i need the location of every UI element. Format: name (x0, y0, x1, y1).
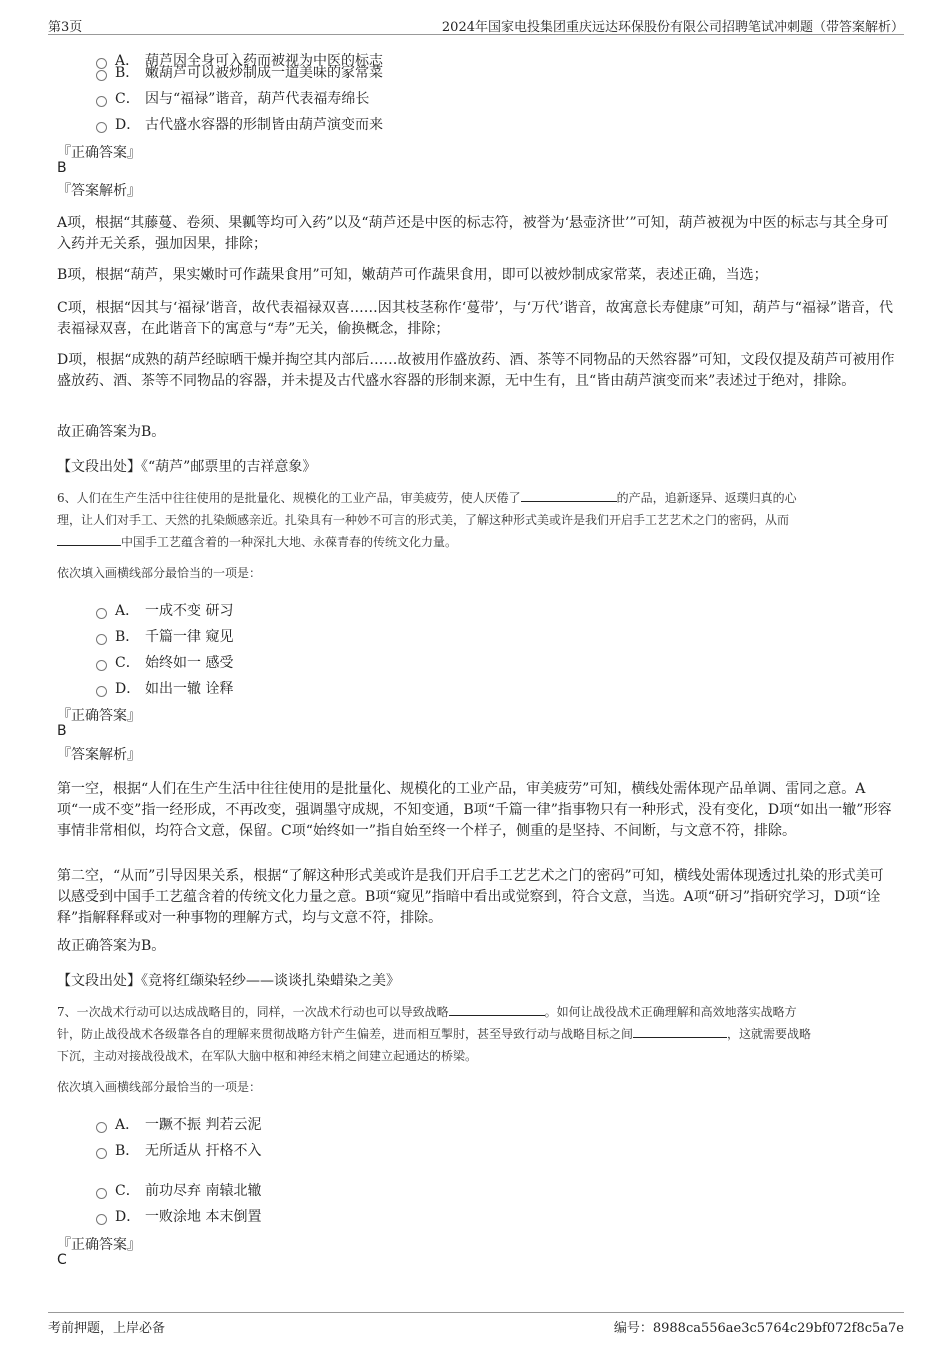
q7-answer: C (57, 1252, 67, 1268)
q5-answer-label: 『正确答案』 (57, 145, 141, 161)
q5-answer: B (57, 160, 67, 176)
q6-prompt: 依次填入画横线部分最恰当的一项是： (57, 566, 262, 580)
q7-option-a[interactable]: A． 一蹶不振 判若云泥 (96, 1114, 261, 1134)
q5-conclusion: 故正确答案为B。 (57, 424, 166, 440)
q6-analysis-2: 第二空，“从而”引导因果关系，根据“了解这种形式美或许是我们开启手工艺艺术之门的密码”可知，横线处需体现透过扎染的形式美可以感受到中国手工艺蕴含着的传统文化力量之意。B项“窥见”指暗中看出或觉察到，符合文意，当选。A项“研习”指研究学习，D项“诠释”指解释释或对一种事物的理解方式，均与文意不符，排除。 (57, 868, 884, 926)
page-number: 第3页 (48, 20, 83, 35)
radio-icon[interactable] (96, 1122, 107, 1133)
page-footer (48, 1312, 904, 1335)
q6-option-b[interactable]: B． 千篇一律 窥见 (96, 626, 233, 646)
document-title: 2024年国家电投集团重庆远达环保股份有限公司招聘笔试冲刺题（带答案解析） (441, 20, 904, 35)
radio-icon[interactable] (96, 1148, 107, 1159)
q6-option-d[interactable]: D． 如出一辙 诠释 (96, 678, 233, 698)
radio-icon[interactable] (96, 686, 107, 697)
q6-answer: B (57, 723, 67, 739)
q6-option-a[interactable]: A． 一成不变 研习 (96, 600, 233, 620)
radio-icon[interactable] (96, 1188, 107, 1199)
q5-analysis-b: B项，根据“葫芦，果实嫩时可作蔬果食用”可知，嫩葫芦可作蔬果食用，即可以被炒制成家常菜，表述正确，当选； (57, 267, 768, 283)
q7-stem: 7、一次战术行动可以达成战略目的，同样，一次战术行动也可以导致战略 。如何让战役战术正确理解和高效地落实战略方 针，防止战役战术各级靠各自的理解来贯彻战略方针产生偏差，进而相互掣肘，甚至导致行动与战略目标之间 ，这就需要战略 下沉，主动对接战役战术，在军队大脑中枢和神经末梢之间建立起通达的桥梁。 (57, 1005, 812, 1063)
q6-answer-label: 『正确答案』 (57, 708, 141, 724)
page-header (48, 14, 904, 35)
blank-2 (633, 1026, 727, 1038)
q6-stem: 6、人们在生产生活中往往使用的是批量化、规模化的工业产品，审美疲劳，使人厌倦了 的产品，追新逐异、返璞归真的心 理，让人们对手工、天然的扎染颇感亲近。扎染具有一种妙不可言的形式美，了解这种形式美或许是我们开启手工艺艺术之门的密码，从而 中国手工艺蕴含着的一种深扎大地、永葆青春的传统文化力量。 (57, 491, 797, 549)
q5-analysis-d: D项，根据“成熟的葫芦经晾晒干燥并掏空其内部后……故被用作盛放药、酒、茶等不同物品的天然容器”可知，文段仅提及葫芦可被用作盛放药、酒、茶等不同物品的容器，并未提及古代盛水容器的形制来源，无中生有，且“皆由葫芦演变而来”表述过于绝对，排除。 (57, 352, 895, 389)
q7-prompt: 依次填入画横线部分最恰当的一项是： (57, 1080, 262, 1094)
q5-option-d[interactable]: D． 古代盛水容器的形制皆由葫芦演变而来 (96, 114, 383, 134)
q5-option-a[interactable]: A． 葫芦因全身可入药而被视为中医的标志 (96, 50, 383, 70)
q5-analysis-label: 『答案解析』 (57, 183, 141, 199)
q5-option-b[interactable]: B． 嫩葫芦可以被炒制成一道美味的家常菜 (96, 62, 383, 82)
q6-analysis-1: 第一空，根据“人们在生产生活中往往使用的是批量化、规模化的工业产品，审美疲劳”可知，横线处需体现产品单调、雷同之意。A项“一成不变”指一经形成，不再改变，强调墨守成规，不知变通，B项“千篇一律”指事物只有一种形式，没有变化，D项“如出一辙”形容事情非常相似，均符合文意，保留。C项“始终如一”指自始至终一个样子，侧重的是坚持、不间断，与文意不符，排除。 (57, 781, 892, 839)
q5-option-c[interactable]: C． 因与“福禄”谐音，葫芦代表福寿绵长 (96, 88, 369, 108)
q6-option-c[interactable]: C． 始终如一 感受 (96, 652, 233, 672)
blank-2 (57, 534, 121, 546)
document-id: 编号：8988ca556ae3c5764c29bf072f8c5a7e (613, 1321, 904, 1336)
radio-icon[interactable] (96, 608, 107, 619)
q5-analysis-c: C项，根据“因其与‘福禄’谐音，故代表福禄双喜……因其枝茎称作‘蔓带’，与‘万代’谐音，故寓意长寿健康”可知，葫芦与“福禄”谐音，代表福禄双喜，在此谐音下的寓意与“寿”无关，偷换概念，排除； (57, 300, 894, 337)
radio-icon[interactable] (96, 1214, 107, 1225)
q7-answer-label: 『正确答案』 (57, 1237, 141, 1253)
footer-slogan: 考前押题，上岸必备 (48, 1321, 166, 1336)
radio-icon[interactable] (96, 96, 107, 107)
radio-icon[interactable] (96, 660, 107, 671)
q6-source: 【文段出处】《竞将红缬染轻纱——谈谈扎染蜡染之美》 (57, 973, 400, 989)
q5-source: 【文段出处】《“葫芦”邮票里的吉祥意象》 (57, 459, 317, 475)
radio-icon[interactable] (96, 122, 107, 133)
q6-conclusion: 故正确答案为B。 (57, 938, 166, 954)
q7-option-d[interactable]: D． 一败涂地 本末倒置 (96, 1206, 261, 1226)
q6-analysis-label: 『答案解析』 (57, 747, 141, 763)
radio-icon[interactable] (96, 70, 107, 81)
blank-1 (521, 490, 617, 502)
radio-icon[interactable] (96, 634, 107, 645)
q5-analysis-a: A项，根据“其藤蔓、卷须、果瓤等均可入药”以及“葫芦还是中医的标志符，被誉为‘悬壶济世’”可知，葫芦被视为中医的标志与其全身可入药并无关系，强加因果，排除； (57, 215, 889, 252)
q7-option-b[interactable]: B． 无所适从 扞格不入 (96, 1140, 261, 1160)
blank-1 (449, 1004, 545, 1016)
q7-option-c[interactable]: C． 前功尽弃 南辕北辙 (96, 1180, 261, 1200)
